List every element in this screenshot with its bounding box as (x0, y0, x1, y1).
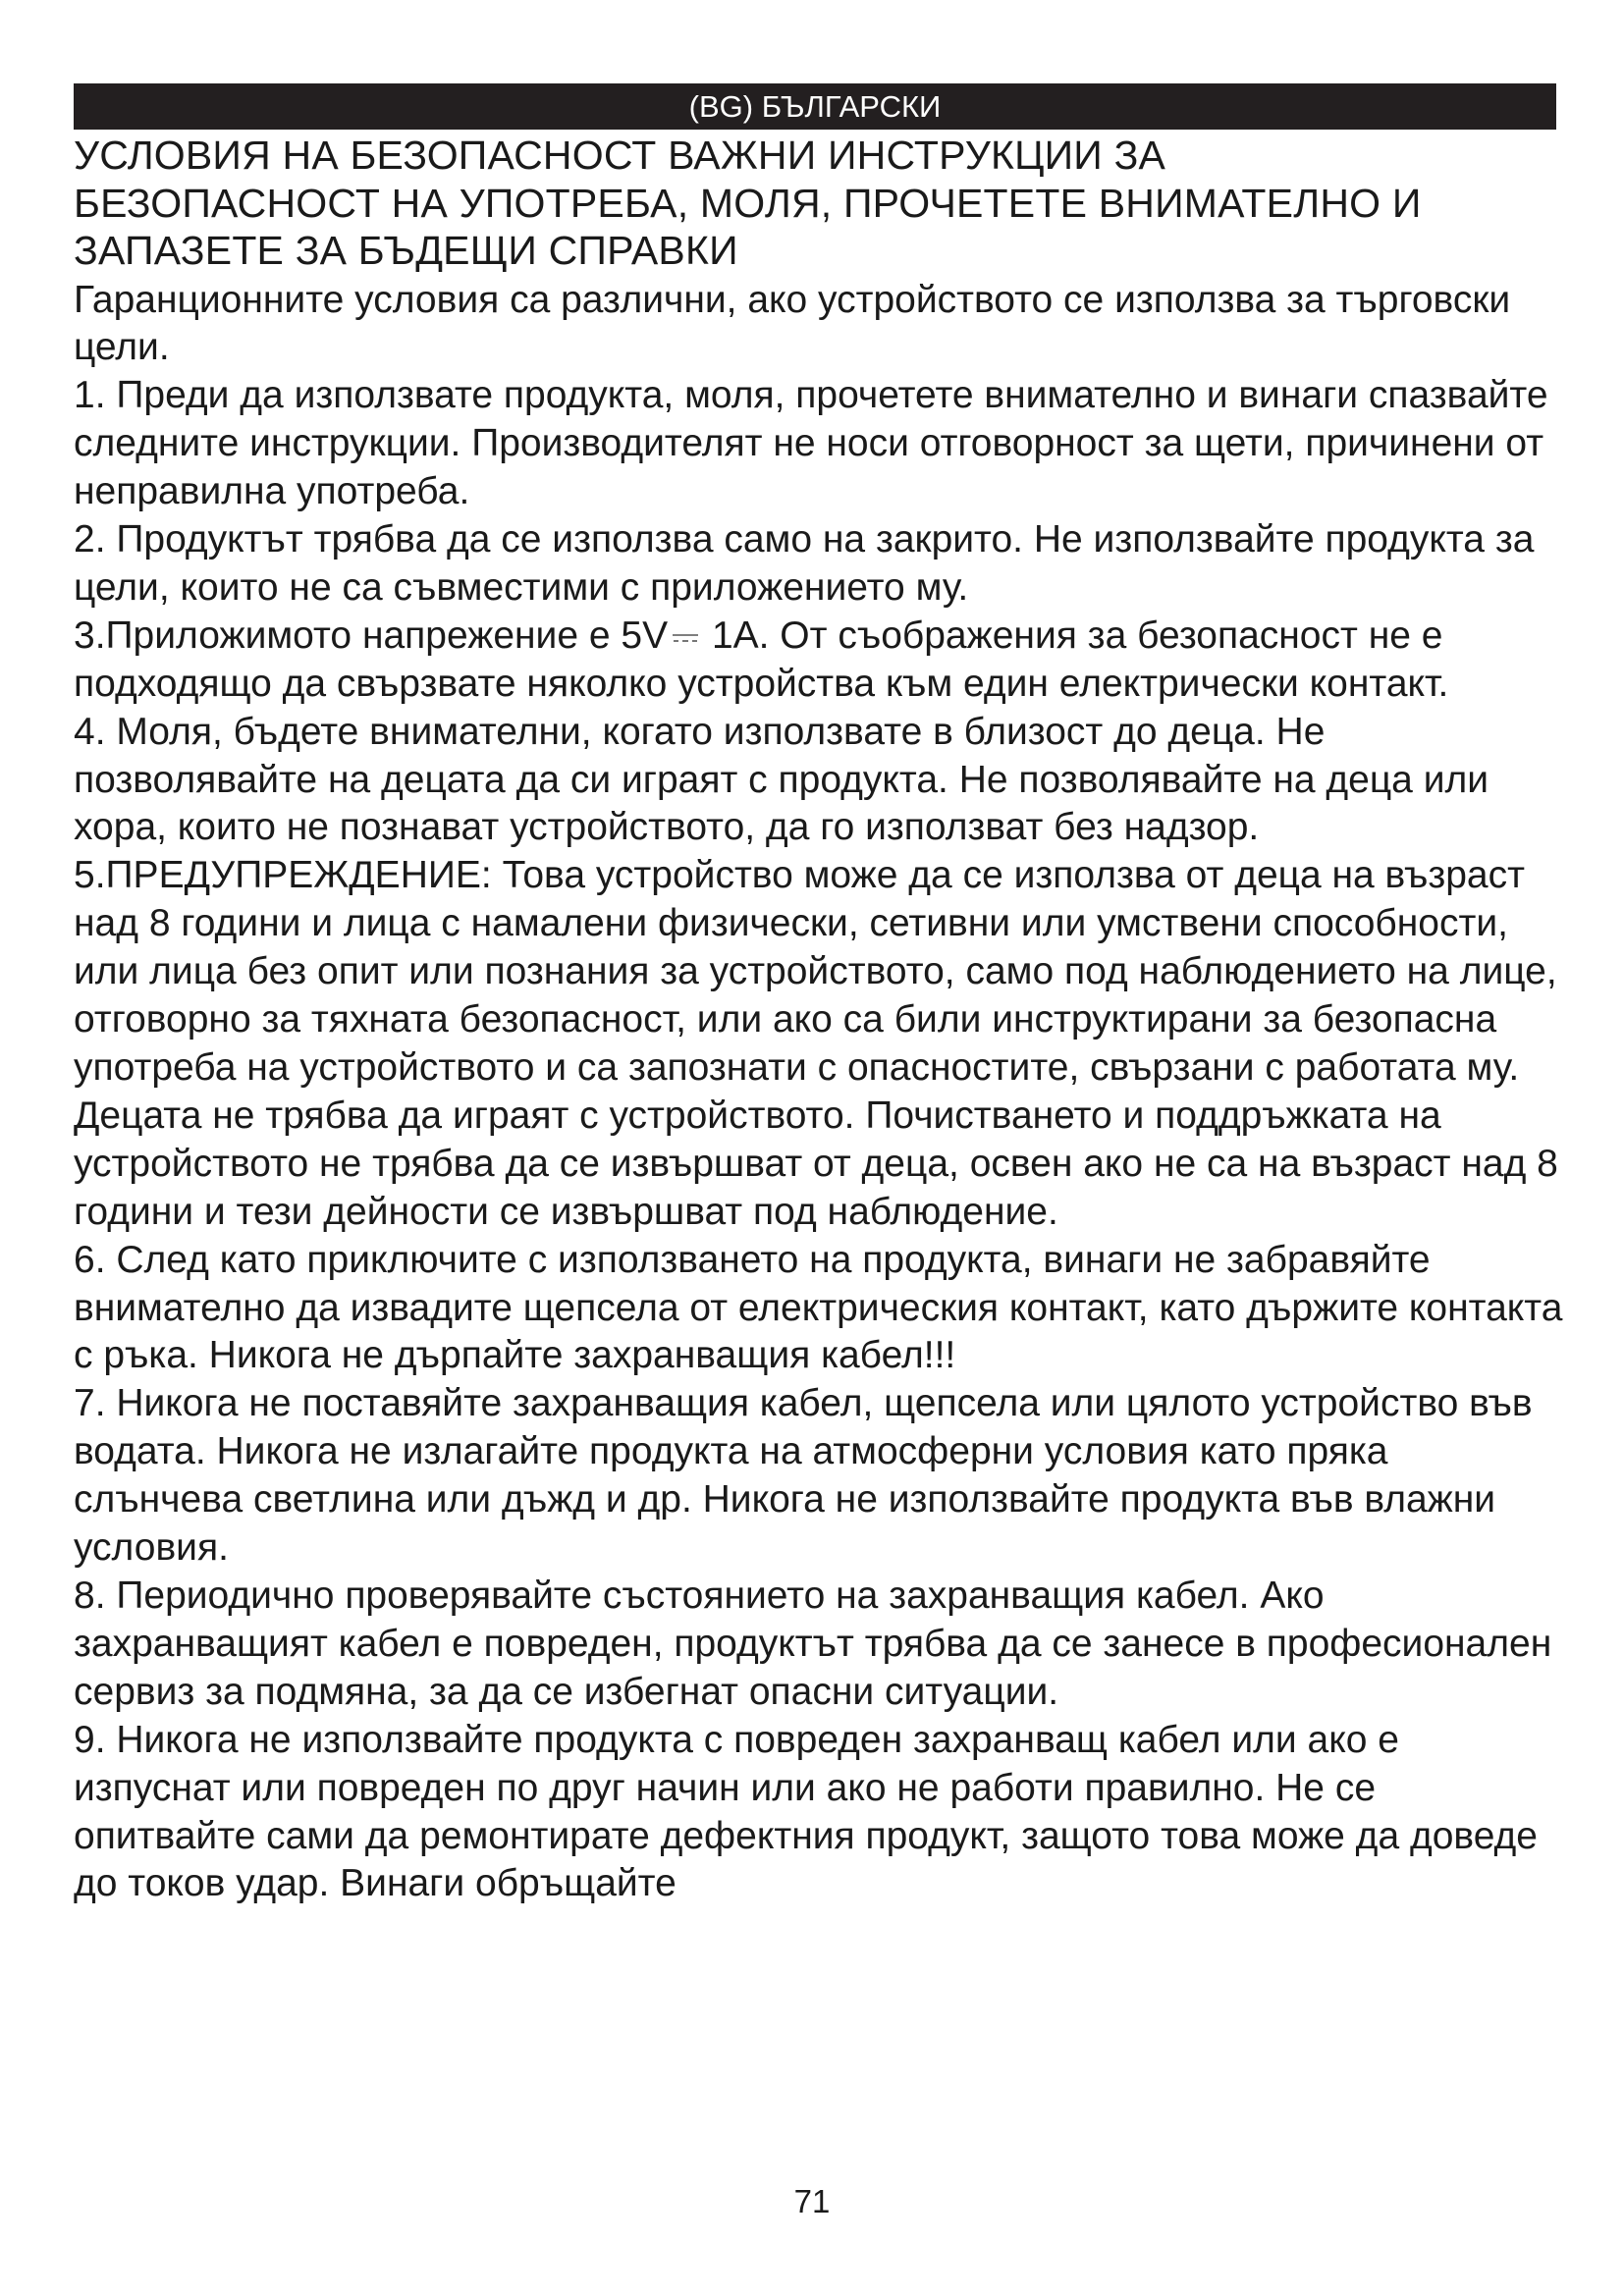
safety-title (74, 132, 1566, 275)
instruction-1: 1. Преди да използвате продукта, моля, прочетете внимателно и винаги спазвайте следните инструкции. Производителят не носи отговорност за щети, причинени от неправилна употреба. (74, 374, 1548, 513)
instruction-6: 6. След като приключите с използването на продукта, винаги не забравяйте внимателно да извадите щепсела от електрическия контакт, като държите контакта с ръка. Никога не дърпайте захранващия кабел!!! (74, 1238, 1563, 1377)
instruction-9: 9. Никога не използвайте продукта с повреден захранващ кабел или ако е изпуснат или повреден по друг начин или ако не работи правилно. Не се опитвайте сами да ремонтирате дефектния продукт, защото това може да доведе до токов удар. Винаги обръщайте (74, 1718, 1538, 1905)
instruction-2: 2. Продуктът трябва да се използва само на закрито. Не използвайте продукта за цели, които не са съвместими с приложението му. (74, 518, 1535, 609)
title-line-1: УСЛОВИЯ НА БЕЗОПАСНОСТ ВАЖНИ ИНСТРУКЦИИ ЗА (74, 133, 1166, 178)
instruction-3 (74, 613, 1566, 709)
warranty-note: Гаранционните условия са различни, ако устройството се използва за търговски цели. (74, 278, 1511, 369)
instruction-4: 4. Моля, бъдете внимателни, когато използвате в близост до деца. Не позволявайте на децата да си играят с продукта. Не позволявайте на деца или хора, които не познават устройството, да го използват без надзор. (74, 710, 1489, 849)
document-body (74, 132, 1566, 1908)
page-number: 71 (793, 2183, 831, 2219)
instruction-3-rest: 1A. От съображения за безопасност не е подходящо да свързвате няколко устройства към един електрически контакт. (74, 614, 1449, 705)
language-header-bar (74, 83, 1556, 130)
direct-current-icon (672, 631, 699, 645)
title-line-2: БЕЗОПАСНОСТ НА УПОТРЕБА, МОЛЯ, ПРОЧЕТЕТЕ ВНИМАТЕЛНО И (74, 180, 1422, 226)
instruction-8: 8. Периодично проверявайте състоянието на захранващия кабел. Ако захранващият кабел е повреден, продуктът трябва да се занесе в професионален сервиз за подмяна, за да се избегнат опасни ситуации. (74, 1574, 1552, 1713)
instruction-5-warning: 5.ПРЕДУПРЕЖДЕНИЕ: Това устройство може да се използва от деца на възраст над 8 години и лица с намалени физически, сетивни или умствени способности, или лица без опит или познания за устройството, само под наблюдението на лице, отговорно за тяхната безопасност, или ако са били инструктирани за безопасна употреба на устройството и са запознати с опасностите, свързани с работата му. Децата не трябва да играят с устройството. Почистването и поддръжката на устройството не трябва да се извършват от деца, освен ако не са на възраст над 8 години и тези дейности се извършват под наблюдение. (74, 854, 1558, 1233)
instruction-7: 7. Никога не поставяйте захранващия кабел, щепсела или цялото устройство във водата. Никога не излагайте продукта на атмосферни условия като пряка слънчева светлина или дъжд и др. Никога не използвайте продукта във влажни условия. (74, 1382, 1533, 1570)
title-line-3: ЗАПАЗЕТЕ ЗА БЪДЕЩИ СПРАВКИ (74, 228, 738, 273)
instruction-3-voltage: 3.Приложимото напрежение е 5V (74, 614, 669, 657)
language-label: (BG) БЪЛГАРСКИ (688, 89, 942, 124)
